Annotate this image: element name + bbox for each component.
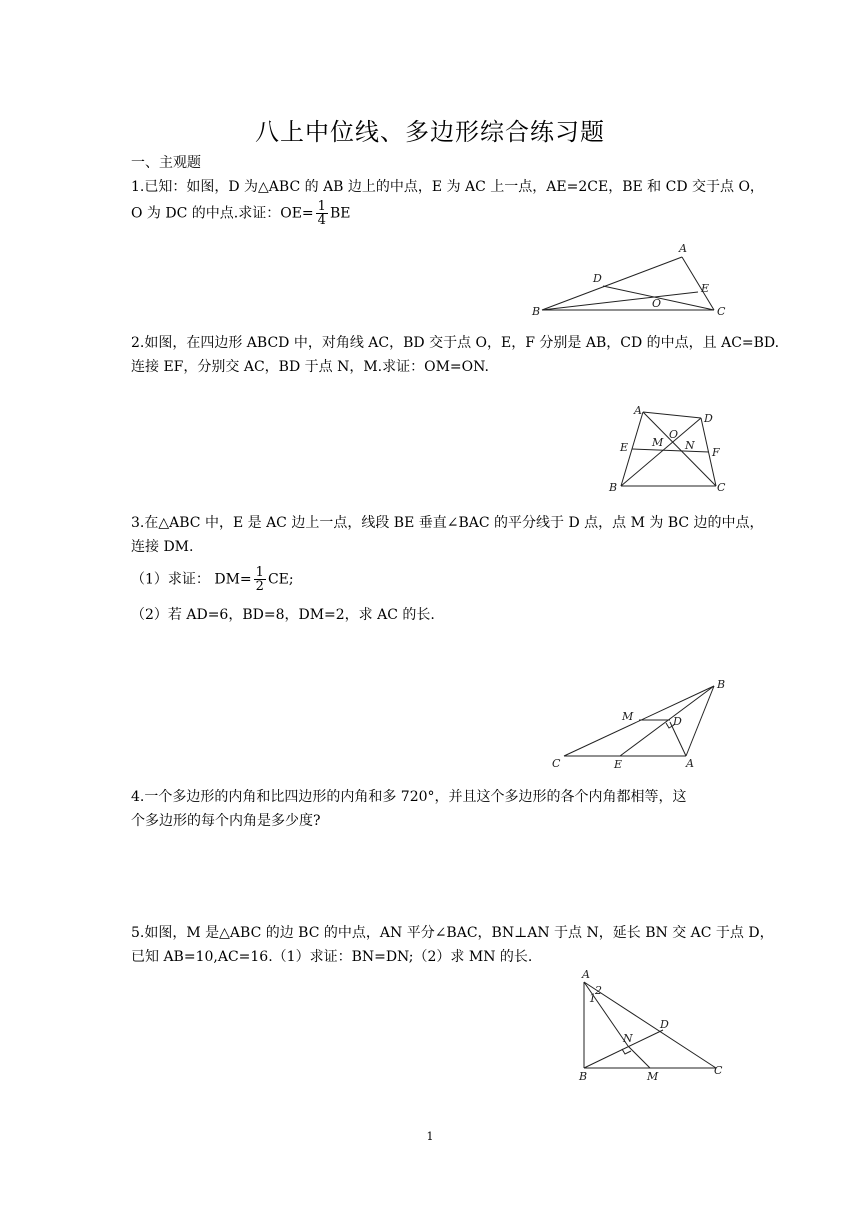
q5-label-2: 2 — [595, 984, 602, 997]
q2-label-a: A — [634, 404, 642, 417]
q1-figure — [528, 240, 728, 320]
q1-seg-ac — [682, 257, 714, 310]
q3-line2: 连接 DM. — [131, 539, 194, 555]
q5-figure — [570, 968, 734, 1084]
q3-figure — [540, 672, 740, 772]
page-title: 八上中位线、多边形综合练习题 — [255, 118, 605, 146]
q5-label-a: A — [582, 968, 590, 981]
q5-line1: 5.如图，M 是△ABC 的边 BC 的中点，AN 平分∠BAC，BN⊥AN 于点 N，延长 BN 交 AC 于点 D， — [131, 925, 774, 941]
q3-label-a: A — [686, 757, 694, 770]
q1-line1: 1.已知：如图，D 为△ABC 的 AB 边上的中点，E 为 AC 上一点，AE=2CE，BE 和 CD 交于点 O， — [131, 179, 764, 195]
q3-line1: 3.在△ABC 中，E 是 AC 边上一点，线段 BE 垂直∠BAC 的平分线于 D 点，点 M 为 BC 边的中点， — [131, 515, 764, 531]
q3-frac-den: 2 — [255, 579, 264, 594]
q5-label-b: B — [579, 1070, 588, 1083]
q2-label-d: D — [704, 412, 713, 425]
q2-label-m: M — [652, 436, 664, 449]
q3-seg-cb — [564, 686, 714, 756]
q1-frac-den: 4 — [317, 213, 326, 228]
section-heading: 一、主观题 — [131, 155, 201, 171]
q2-label-e: E — [620, 441, 629, 454]
q3-label-m: M — [622, 710, 634, 723]
q1-line2-tail: BE — [329, 205, 351, 222]
q4-line2: 个多边形的每个内角是多少度? — [131, 813, 321, 829]
q1-label-e: E — [701, 282, 710, 295]
q1-label-a: A — [679, 242, 687, 255]
q3-part2: （2）若 AD=6，BD=8，DM=2，求 AC 的长. — [131, 607, 435, 623]
q2-label-o: O — [669, 428, 679, 441]
q3-fraction — [254, 566, 266, 593]
q1-fraction — [316, 200, 328, 227]
q2-label-c: C — [717, 481, 726, 494]
q3-part1 — [131, 566, 294, 593]
q1-line2-text: O 为 DC 的中点.求证：OE= — [131, 205, 314, 222]
q1-label-b: B — [532, 305, 541, 318]
q5-line2: 已知 AB=10,AC=16.（1）求证：BN=DN;（2）求 MN 的长. — [131, 949, 533, 965]
q5-label-n: N — [623, 1032, 633, 1045]
q5-seg-ac — [584, 982, 716, 1068]
q1-label-d: D — [593, 272, 602, 285]
q2-line2: 连接 EF，分别交 AC，BD 于点 N，M.求证：OM=ON. — [131, 359, 489, 375]
page-number: 1 — [426, 1130, 434, 1143]
q5-label-d: D — [660, 1018, 669, 1031]
q1-label-c: C — [717, 305, 726, 318]
q3-part1-tail: CE; — [267, 571, 294, 588]
q1-label-o: O — [652, 297, 662, 310]
q2-seg-ad — [643, 412, 701, 418]
q3-frac-num: 1 — [255, 565, 264, 580]
q2-line1: 2.如图，在四边形 ABCD 中，对角线 AC，BD 交于点 O，E，F 分别是 AB，CD 的中点，且 AC=BD. — [131, 335, 780, 351]
q2-seg-ef — [632, 449, 709, 452]
q4-line1: 4.一个多边形的内角和比四边形的内角和多 720°，并且这个多边形的各个内角都相等，这 — [131, 789, 687, 805]
q3-label-e: E — [614, 758, 623, 771]
q3-label-b: B — [717, 678, 726, 691]
q3-part1-text: （1）求证： DM= — [131, 571, 252, 588]
q2-seg-bd — [621, 418, 701, 486]
q2-label-b: B — [609, 481, 618, 494]
q5-label-1: 1 — [589, 992, 596, 1005]
q5-seg-nm — [628, 1046, 650, 1068]
q5-label-m: M — [647, 1070, 659, 1083]
q2-label-f: F — [712, 446, 720, 459]
q1-line2 — [131, 200, 350, 227]
q2-label-n: N — [685, 439, 695, 452]
q1-frac-num: 1 — [317, 199, 326, 214]
q3-label-d: D — [673, 715, 682, 728]
q2-figure — [608, 400, 732, 496]
q5-right-angle — [622, 1049, 631, 1054]
q3-label-c: C — [552, 757, 561, 770]
q5-label-c: C — [714, 1064, 723, 1077]
